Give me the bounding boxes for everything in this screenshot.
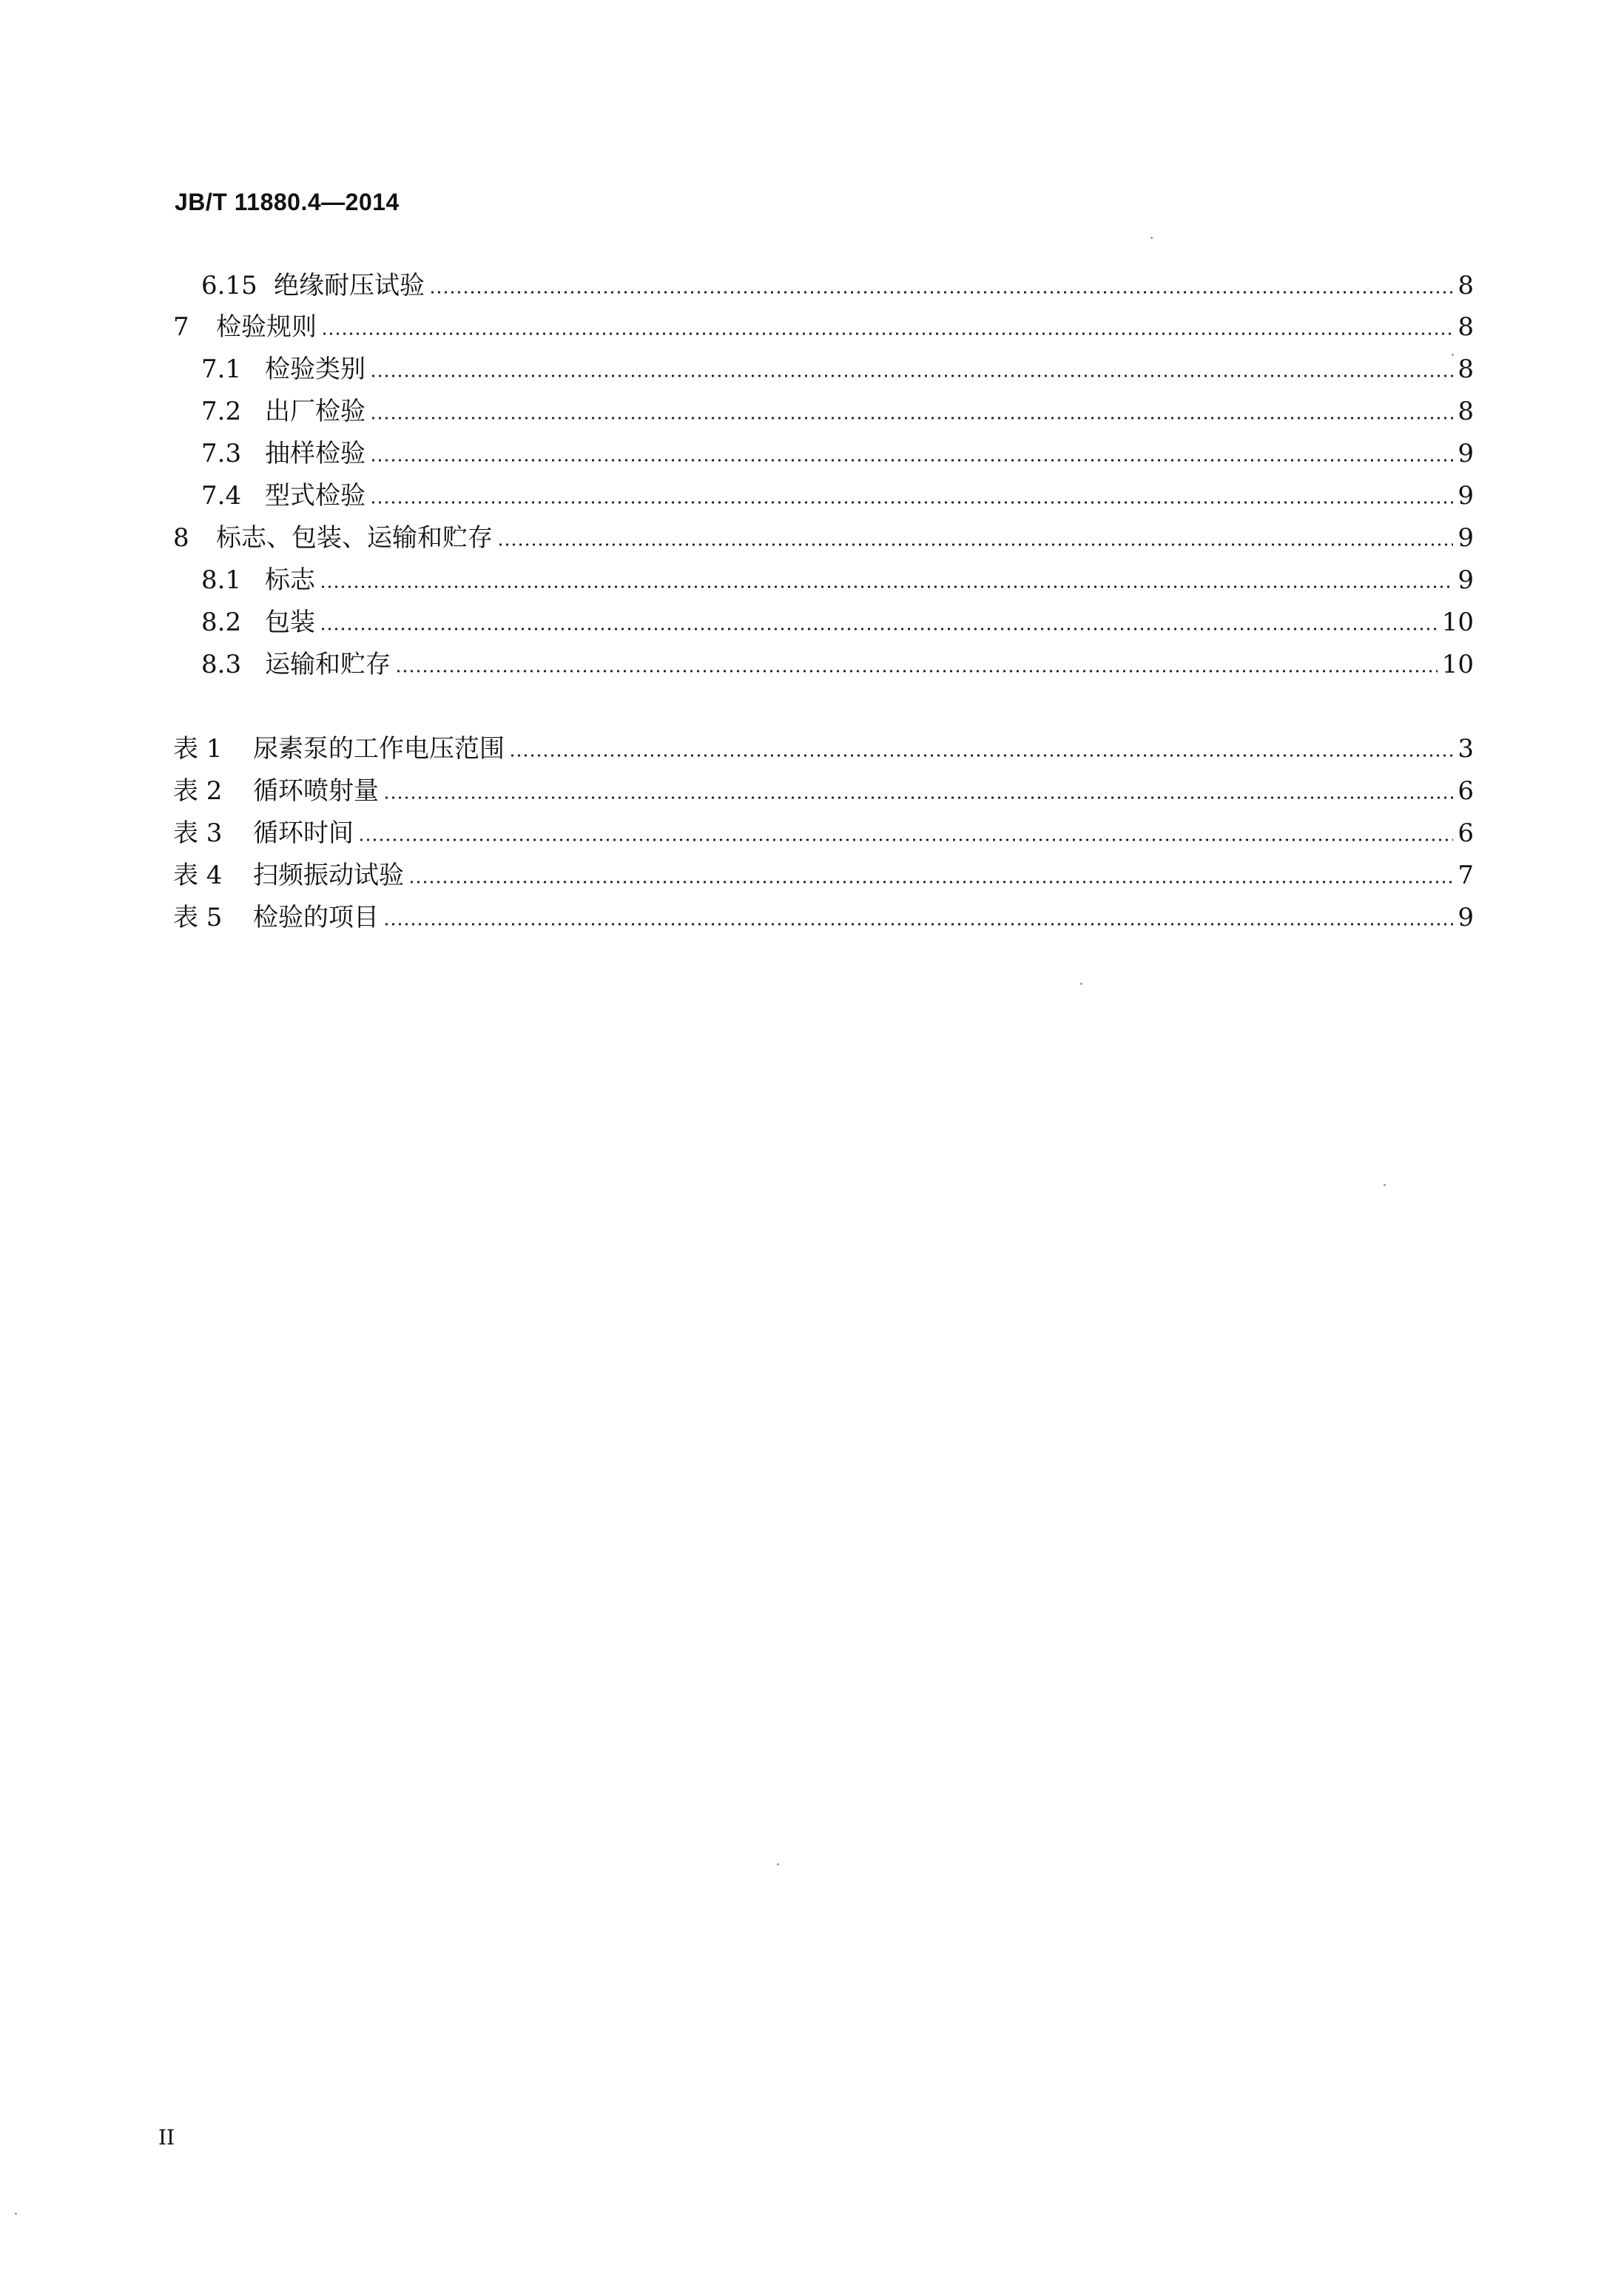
toc-table-page: 6 [1458, 818, 1474, 848]
toc-table-number: 表 2 [173, 776, 223, 806]
toc-entry-number: 7.2 [201, 397, 242, 426]
toc-entry-page: 8 [1458, 397, 1474, 426]
toc-table-number: 表 4 [173, 861, 223, 890]
toc-entry-title: 包装 [265, 608, 315, 637]
toc-entry-title: 运输和贮存 [265, 650, 391, 679]
toc-entry-page: 8 [1458, 271, 1474, 300]
toc-entry-title: 检验规则 [216, 312, 317, 342]
scan-speck [1384, 1184, 1386, 1186]
dot-leader [370, 457, 1453, 464]
toc-entry-title: 标志、包装、运输和贮存 [216, 523, 493, 553]
standard-code-header: JB/T 11880.4—2014 [175, 189, 400, 215]
toc-entry-number: 7 [173, 312, 189, 342]
toc-table-number: 表 1 [173, 734, 223, 764]
toc-table-title: 循环时间 [253, 818, 354, 848]
toc-entry-number: 6.15 [201, 271, 257, 300]
toc-entry-8-1[interactable] [201, 559, 1474, 601]
toc-entry-number: 8 [173, 523, 189, 553]
toc-entry-7-2[interactable] [201, 391, 1474, 432]
toc-entry-number: 8.3 [201, 650, 242, 679]
toc-table-title: 检验的项目 [253, 903, 379, 932]
toc-entry-page: 10 [1441, 608, 1474, 637]
dot-leader [320, 583, 1453, 591]
toc-entry-number: 7.3 [201, 439, 242, 468]
dot-leader [497, 541, 1453, 548]
toc-table-title: 扫频振动试验 [253, 861, 404, 890]
scan-speck [1150, 237, 1153, 239]
toc-table-number: 表 3 [173, 818, 223, 848]
toc-table-3[interactable] [173, 812, 1474, 854]
toc-entry-number: 8.1 [201, 565, 242, 595]
toc-entry-8[interactable] [173, 517, 1474, 559]
toc-entry-page: 9 [1458, 481, 1474, 511]
toc-entry-page: 8 [1458, 354, 1474, 384]
toc-entry-7-4[interactable] [201, 475, 1474, 517]
toc-entry-number: 7.1 [201, 354, 242, 384]
toc-table-number: 表 5 [173, 903, 223, 932]
dot-leader [509, 752, 1453, 759]
dot-leader [408, 878, 1453, 886]
toc-entry-7-1[interactable] [201, 349, 1474, 390]
dot-leader [370, 499, 1453, 506]
toc-table-5[interactable] [173, 897, 1474, 938]
toc-table-title: 循环喷射量 [253, 776, 379, 806]
toc-table-title: 尿素泵的工作电压范围 [253, 734, 505, 764]
toc-entry-number: 7.4 [201, 481, 242, 511]
toc-table-1[interactable] [173, 728, 1474, 770]
page-number: II [158, 2125, 175, 2150]
toc-table-2[interactable] [173, 770, 1474, 812]
toc-entry-number: 8.2 [201, 608, 242, 637]
dot-leader [321, 330, 1453, 337]
scan-speck [15, 2213, 17, 2215]
dot-leader [358, 836, 1453, 844]
scan-speck [1080, 983, 1082, 985]
toc-entry-6-15[interactable] [201, 265, 1474, 306]
scan-speck [1452, 354, 1454, 356]
toc-entry-title: 标志 [265, 565, 315, 595]
dot-leader [395, 667, 1438, 675]
scan-speck [777, 1863, 779, 1865]
dot-leader [383, 794, 1453, 801]
dot-leader [383, 921, 1453, 928]
toc-entry-7-3[interactable] [201, 433, 1474, 474]
toc-entry-title: 型式检验 [265, 481, 365, 511]
toc-entry-7[interactable] [173, 306, 1474, 348]
toc-entry-8-2[interactable] [201, 602, 1474, 643]
toc-table-page: 9 [1458, 903, 1474, 932]
toc-table-page: 6 [1458, 776, 1474, 806]
toc-entry-title: 出厂检验 [265, 397, 365, 426]
toc-entry-page: 8 [1458, 312, 1474, 342]
toc-entry-page: 9 [1458, 439, 1474, 468]
toc-entry-title: 绝缘耐压试验 [274, 271, 425, 300]
dot-leader [429, 289, 1453, 296]
toc-table-page: 3 [1458, 734, 1474, 764]
dot-leader [370, 372, 1453, 380]
toc-entry-page: 9 [1458, 523, 1474, 553]
toc-entry-page: 10 [1441, 650, 1474, 679]
dot-leader [320, 625, 1438, 633]
dot-leader [370, 414, 1453, 422]
toc-entry-page: 9 [1458, 565, 1474, 595]
toc-entry-title: 抽样检验 [265, 439, 365, 468]
toc-table-page: 7 [1458, 861, 1474, 890]
toc-table-4[interactable] [173, 855, 1474, 896]
toc-entry-8-3[interactable] [201, 644, 1474, 685]
toc-entry-title: 检验类别 [265, 354, 365, 384]
